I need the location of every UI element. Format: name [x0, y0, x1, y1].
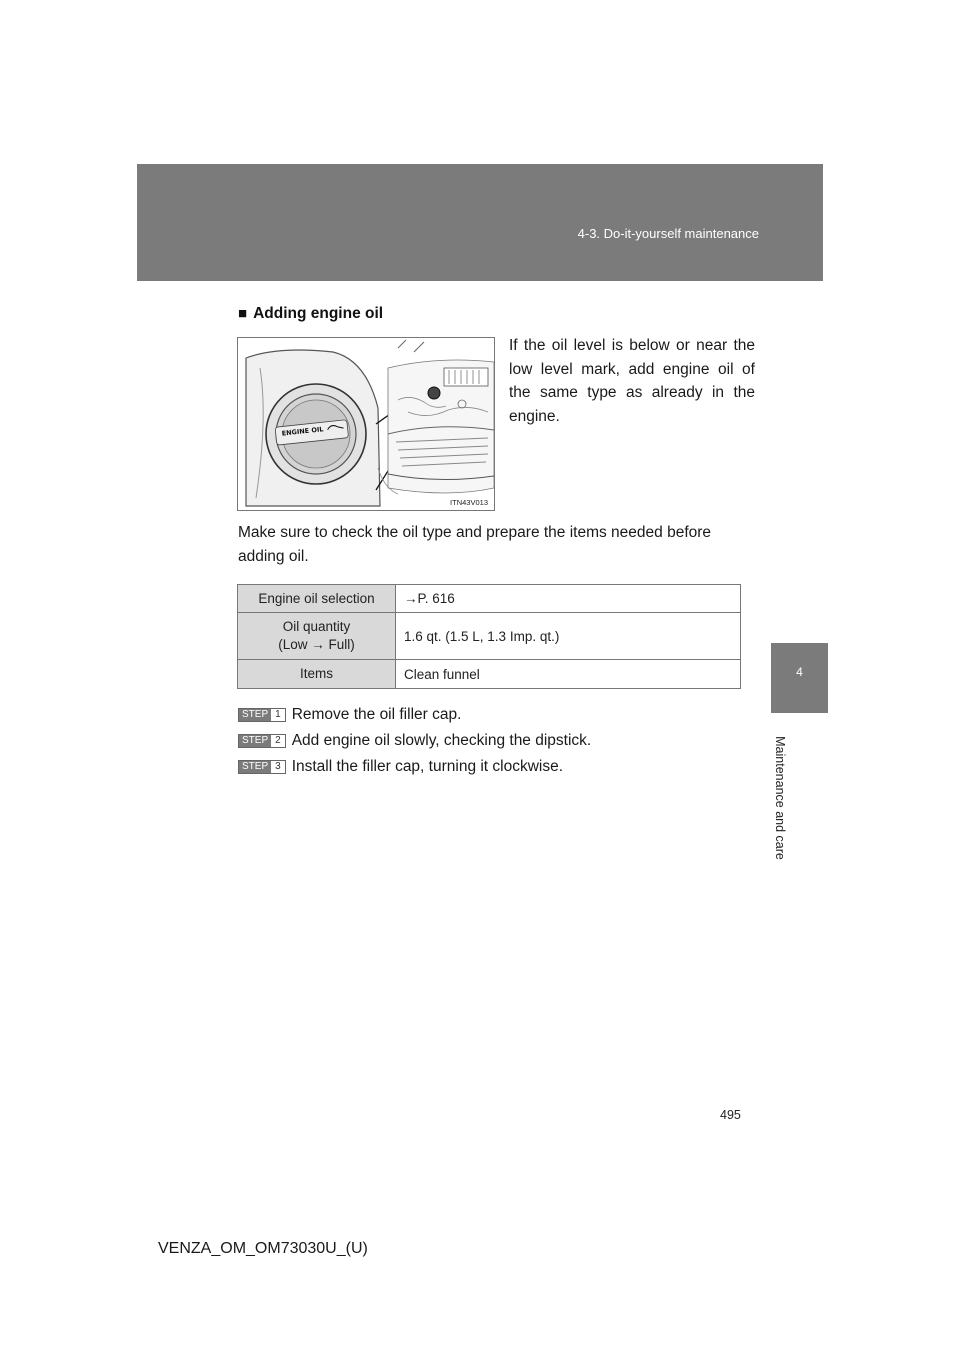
step-2 [238, 731, 591, 751]
table-row-label: Items [238, 660, 396, 689]
table-row-label: Engine oil selection [238, 585, 396, 613]
heading-text: Adding engine oil [253, 305, 384, 322]
chapter-tab-number: 4 [796, 665, 803, 679]
section-heading [238, 305, 383, 323]
document-code: VENZA_OM_OM73030U_(U) [158, 1240, 368, 1257]
step-text: Install the filler cap, turning it clockwise. [291, 758, 564, 775]
step-3 [238, 757, 563, 777]
table-row [238, 585, 741, 613]
header-band [137, 164, 823, 281]
step-badge: STEP 3 [238, 760, 286, 774]
oil-spec-table [237, 584, 741, 689]
figure-code: ITN43V013 [450, 498, 488, 507]
step-badge: STEP 1 [238, 708, 286, 722]
chapter-tab [771, 643, 828, 713]
oil-level-instruction: If the oil level is below or near the low level mark, add engine oil of the same type as already in the engine. [509, 337, 755, 425]
page-number: 495 [720, 1108, 741, 1122]
table-row-label [238, 613, 396, 660]
step-text: Remove the oil filler cap. [291, 706, 462, 723]
engine-oil-cap-illustration [237, 337, 495, 511]
step-text: Add engine oil slowly, checking the dipstick. [291, 732, 592, 749]
cap-label-text: ENGINE OIL [281, 425, 324, 438]
table-row-value: 1.6 qt. (1.5 L, 1.3 Imp. qt.) [396, 613, 741, 660]
table-row [238, 613, 741, 660]
engine-illustration-drawing [238, 338, 495, 511]
heading-bullet: ■ [238, 305, 248, 322]
table-row [238, 660, 741, 689]
chapter-tab-label-text: Maintenance and care [773, 736, 787, 860]
chapter-tab-label [768, 723, 792, 873]
step-1 [238, 705, 461, 725]
table-row-value: Clean funnel [396, 660, 741, 689]
preparation-note: Make sure to check the oil type and prepare the items needed before adding oil. [238, 524, 712, 565]
table-row-value: →P. 616 [396, 585, 741, 613]
step-badge: STEP 2 [238, 734, 286, 748]
table-row-label-line2: (Low → Full) [278, 637, 355, 652]
table-row-label-line1: Oil quantity [282, 619, 351, 634]
header-section-title: 4-3. Do-it-yourself maintenance [577, 226, 759, 241]
